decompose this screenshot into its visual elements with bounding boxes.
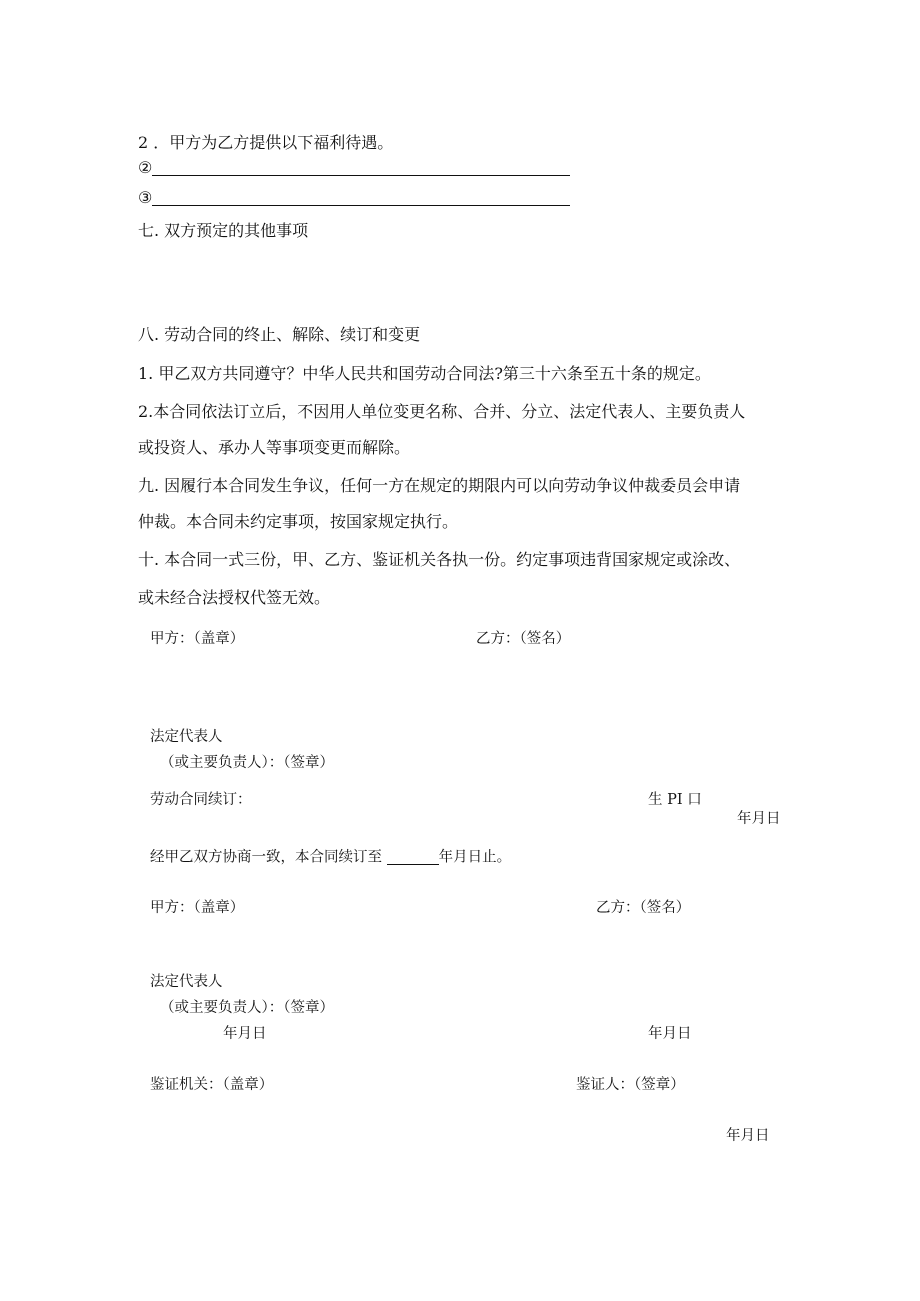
welfare-blank-2 — [152, 159, 570, 176]
section-9-line-1: 九. 因履行本合同发生争议，任何一方在规定的期限内可以向劳动争议仲裁委员会申请 — [138, 476, 741, 495]
section-10-line-2: 或未经合法授权代签无效。 — [138, 588, 331, 607]
sign-party-b: 乙方：（签名） — [476, 631, 571, 647]
verification-date: 年月日 — [726, 1128, 770, 1144]
welfare-blank-marker-3: ③ — [138, 188, 153, 207]
section-8-clause-2-line-2: 或投资人、承办人等事项变更而解除。 — [138, 438, 411, 457]
renewal-sentence — [150, 850, 511, 865]
renewal-date-left: 年月日 — [223, 1026, 267, 1042]
renewal-date-right: 年月日 — [648, 1026, 692, 1042]
section-8-clause-1: 1. 甲乙双方共同遵守？中华人民共和国劳动合同法?第三十六条至五十条的规定。 — [138, 364, 711, 383]
verification-agency: 鉴证机关：（盖章） — [150, 1077, 274, 1093]
legal-representative-label: 法定代表人 — [150, 729, 223, 745]
section-7-title: 七. 双方预定的其他事项 — [138, 221, 309, 240]
renewal-sign-party-b: 乙方：（签名） — [596, 900, 691, 916]
renewal-date: 年月日 — [737, 811, 781, 827]
renewal-sentence-after: 年月日止。 — [438, 849, 512, 866]
section-8-clause-2-line-1: 2.本合同依法订立后，不因用人单位变更名称、合并、分立、法定代表人、主要负责人 — [138, 402, 746, 421]
section-10-line-1: 十. 本合同一式三份，甲、乙方、鉴证机关各执一份。约定事项违背国家规定或涂改、 — [138, 550, 741, 569]
welfare-item-2: 2 ．甲方为乙方提供以下福利待遇。 — [138, 133, 394, 152]
section-9-line-2: 仲裁。本合同未约定事项，按国家规定执行。 — [138, 512, 459, 531]
renewal-garbled-text: 生 PI 口 — [648, 792, 702, 808]
renewal-sentence-before: 经甲乙双方协商一致，本合同续订至 — [150, 849, 382, 866]
sign-party-a: 甲方：（盖章） — [150, 631, 245, 647]
section-8-title: 八. 劳动合同的终止、解除、续订和变更 — [138, 325, 421, 344]
welfare-blank-line-3 — [138, 189, 570, 206]
renewal-legal-representative-label: 法定代表人 — [150, 974, 223, 990]
verification-person: 鉴证人：（签章） — [576, 1077, 685, 1093]
welfare-blank-line-2 — [138, 159, 570, 176]
legal-representative-sign: （或主要负责人）：（签章） — [160, 755, 334, 771]
renewal-date-blank — [387, 850, 439, 865]
welfare-blank-3 — [152, 189, 570, 206]
renewal-title: 劳动合同续订： — [150, 792, 252, 808]
renewal-legal-representative-sign: （或主要负责人）：（签章） — [160, 1000, 334, 1016]
renewal-sign-party-a: 甲方：（盖章） — [150, 900, 245, 916]
welfare-blank-marker-2: ② — [138, 158, 153, 177]
